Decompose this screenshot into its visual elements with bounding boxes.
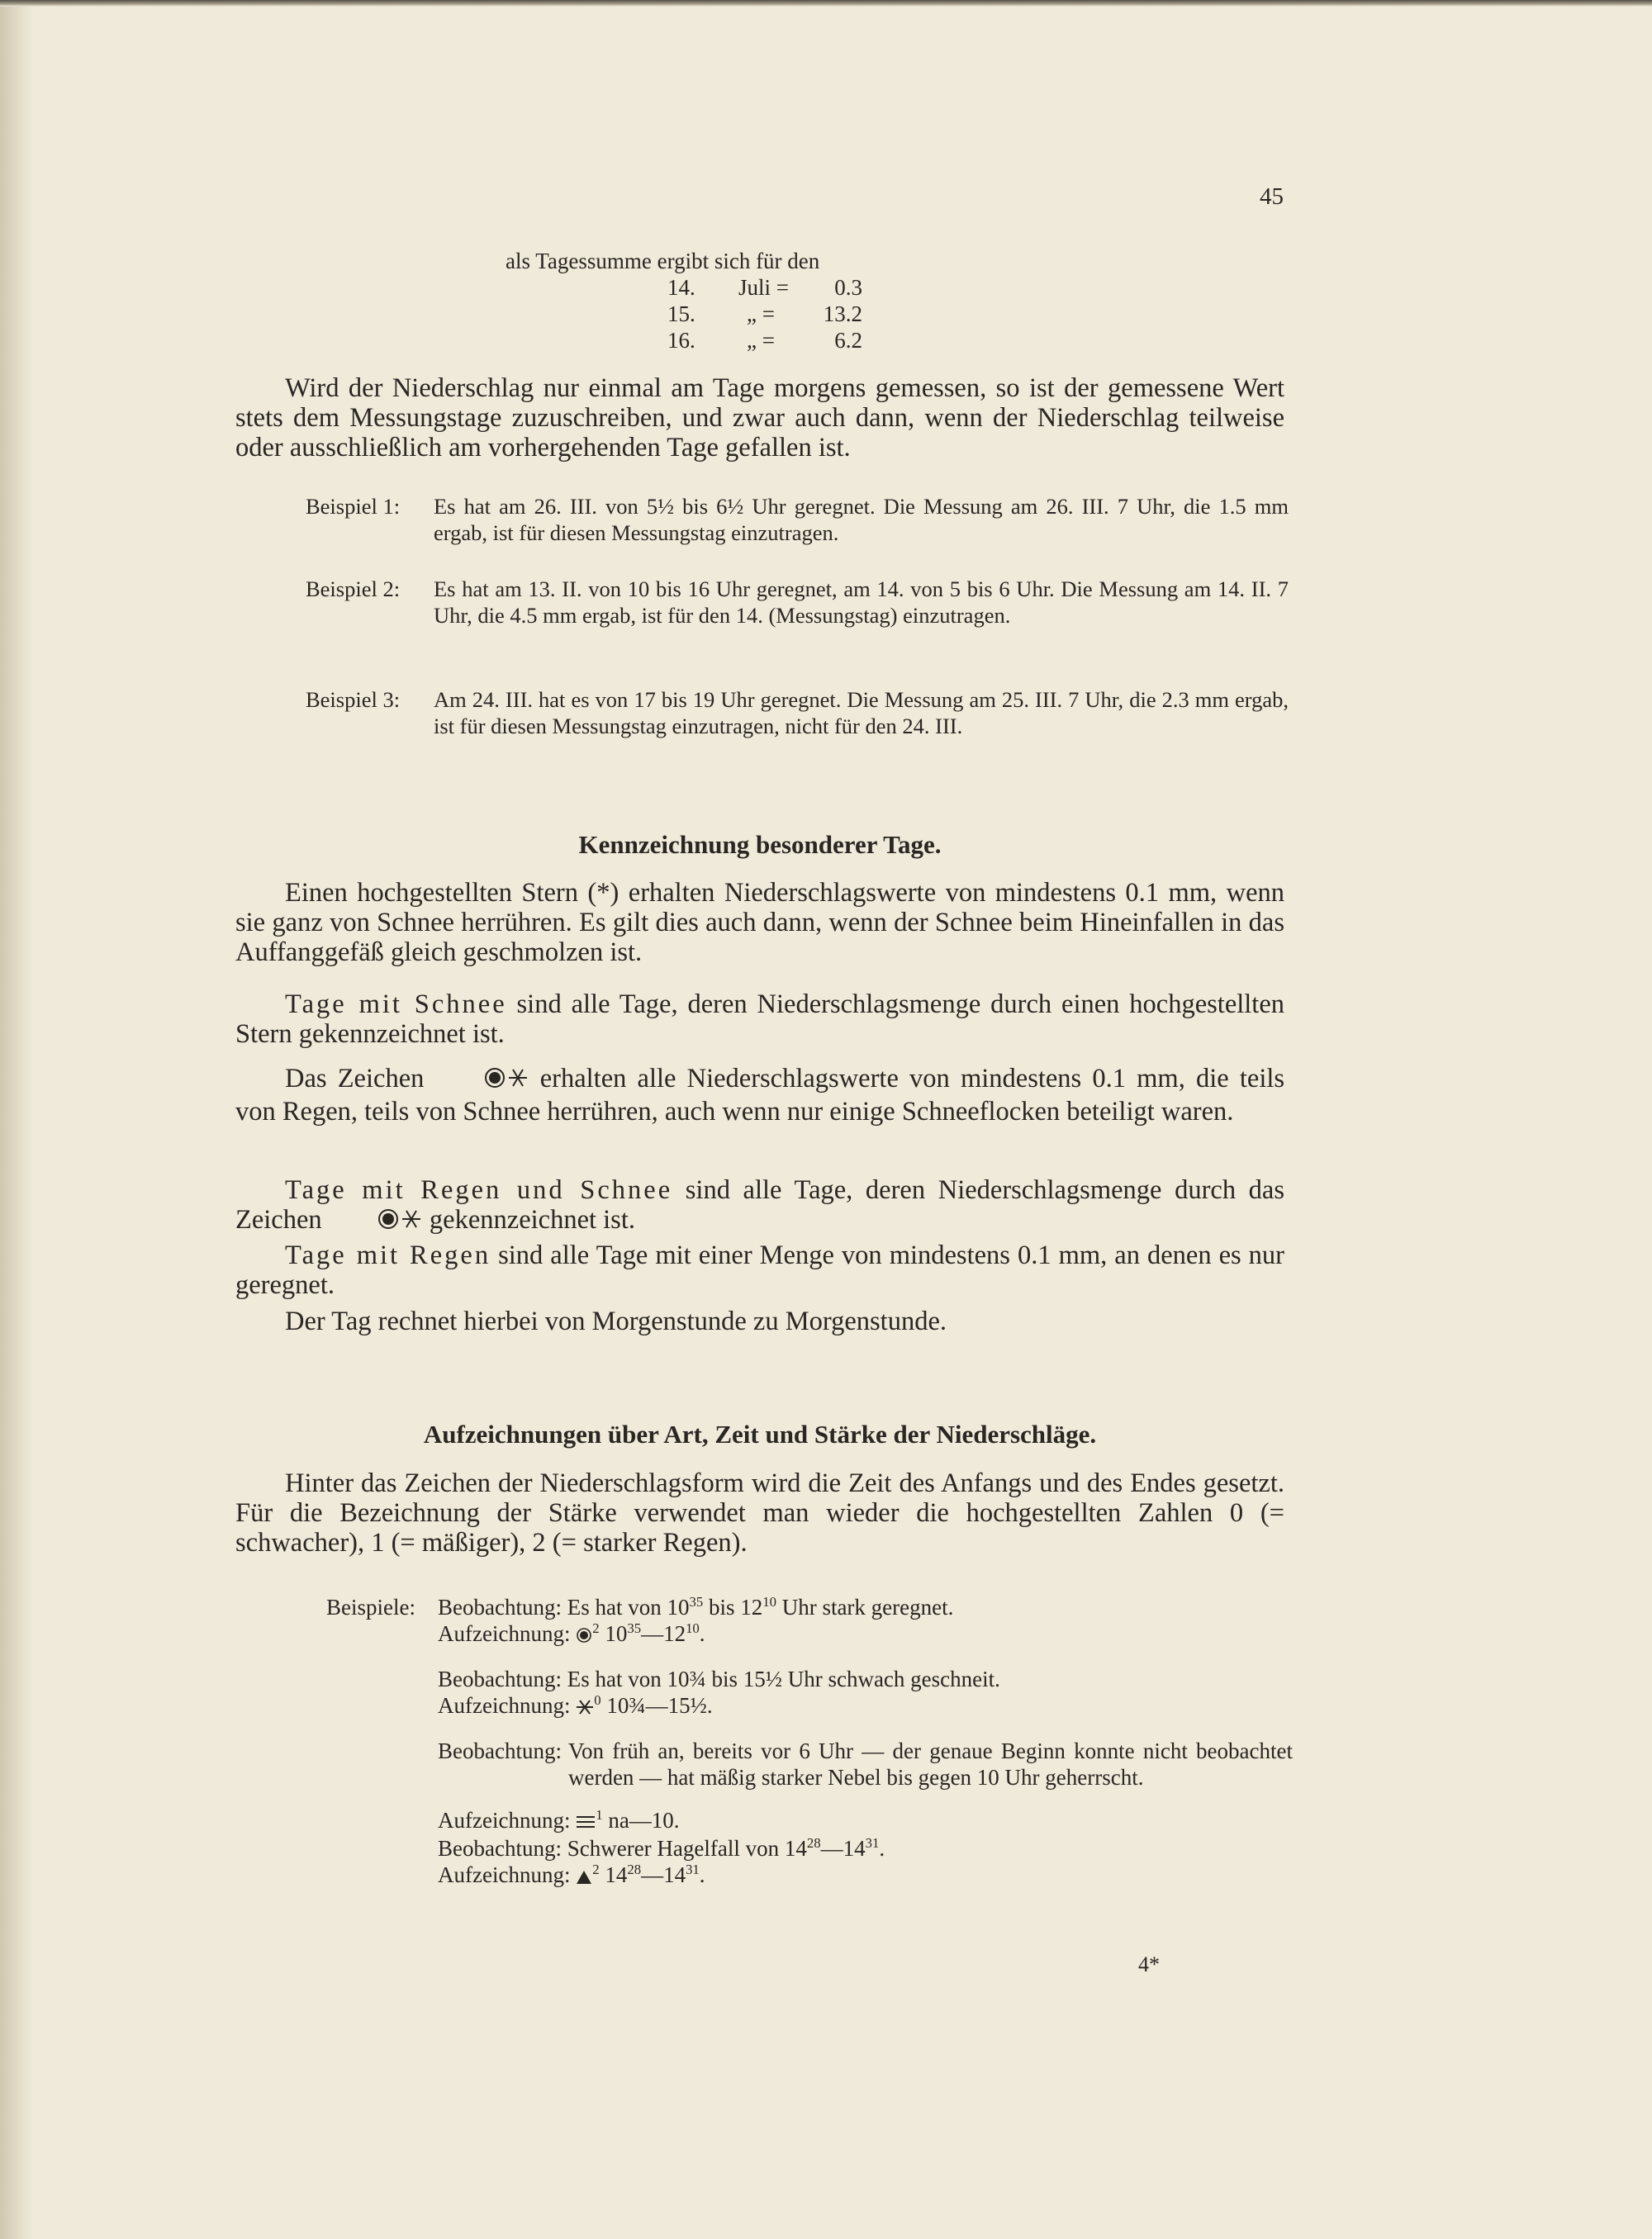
- paragraph-star: Einen hochgestellten Stern (*) erhalten Niederschlagswerte von mindestens 0.1 mm, wenn sie ganz von Schnee herrühren. Es gilt dies auch dann, wenn der Schnee beim Hineinfallen in das Auffanggefäß gleich geschmolzen ist.: [235, 878, 1284, 967]
- term-rain-days: Tage mit Regen: [285, 1240, 491, 1270]
- page-top-edge: [0, 0, 1652, 7]
- example-label: Beispiel 2:: [306, 576, 401, 601]
- observation-4: [438, 1835, 1293, 1862]
- time-sup: 28: [627, 1862, 642, 1878]
- page-gutter: [0, 0, 33, 2239]
- sum-month: Juli =: [738, 275, 789, 300]
- rain-snow-sign-icon: [435, 1065, 529, 1097]
- heading-special-days: Kennzeichnung besonderer Tage.: [578, 830, 942, 859]
- fog-icon: [576, 1809, 596, 1835]
- term-snow-days: Tage mit Schnee: [285, 989, 507, 1019]
- examples-label: Beispiele:: [326, 1595, 415, 1620]
- obs-label: Beobachtung:: [438, 1836, 562, 1862]
- sum-value: 6.2: [834, 328, 862, 353]
- time-sup: 10: [762, 1594, 776, 1610]
- time-sup: 35: [627, 1620, 642, 1636]
- paragraph-morning-measurement: Wird der Niederschlag nur einmal am Tage morgens gemessen, so ist der gemessene Wert stets dem Messungstage zuzuschreiben, und zwar auch dann, wenn der Niederschlag teilweise oder ausschließlich am vorhergehenden Tage gefallen ist.: [235, 373, 1284, 463]
- time-sup: 31: [865, 1835, 880, 1852]
- examples-body: [438, 1594, 1293, 1890]
- sum-row: [667, 301, 862, 327]
- rec-text: na—10.: [608, 1807, 680, 1833]
- page-number: 45: [1260, 183, 1284, 210]
- obs-text: Schwerer Hagelfall von 14: [567, 1836, 807, 1862]
- record-1: [438, 1620, 1293, 1649]
- obs-text: Es hat von 10¾ bis 15½ Uhr schwach geschneit.: [567, 1666, 1000, 1691]
- record-4: [438, 1862, 1293, 1890]
- daily-sum-block: [506, 248, 862, 353]
- record-examples-row: [326, 1594, 1293, 1890]
- obs-text: .: [879, 1836, 885, 1862]
- signature-mark: 4*: [1138, 1952, 1160, 1976]
- intensity-sup: 0: [594, 1691, 601, 1708]
- sum-month: „ =: [747, 301, 775, 326]
- example-label: Beispiel 1:: [306, 494, 401, 519]
- obs-label: Beobachtung:: [438, 1666, 562, 1691]
- example-1: [306, 493, 1289, 546]
- paragraph-rain-days: [235, 1240, 1284, 1300]
- paragraph-rain-snow-days: [235, 1175, 1284, 1238]
- example-text: Es hat am 13. II. von 10 bis 16 Uhr geregnet, am 14. von 5 bis 6 Uhr. Die Messung am 14. II. 7 Uhr, die 4.5 mm ergab, ist für den 14. (Messungstag) einzutragen.: [434, 576, 1289, 628]
- obs-label: Beobachtung:: [438, 1738, 562, 1763]
- time-sup: 10: [686, 1620, 700, 1636]
- paragraph-rain-snow-sign: [235, 1064, 1284, 1127]
- term-rain-snow-days: Tage mit Regen und Schnee: [285, 1175, 673, 1205]
- heading-records: Aufzeichnungen über Art, Zeit und Stärke der Niederschläge.: [423, 1420, 1097, 1449]
- obs-text: bis 12: [708, 1595, 763, 1620]
- rec-text: —12: [641, 1621, 686, 1646]
- record-3: [438, 1807, 1293, 1836]
- rain-dot-icon: [576, 1623, 592, 1649]
- sum-month: „ =: [747, 328, 775, 353]
- rec-text: —14: [641, 1862, 686, 1888]
- rec-label: Aufzeichnung:: [438, 1692, 571, 1718]
- rec-text: 10: [605, 1621, 628, 1646]
- rec-text: .: [699, 1621, 705, 1646]
- observation-3: [438, 1738, 1293, 1791]
- rec-text: .: [699, 1862, 705, 1888]
- obs-text: Uhr stark geregnet.: [781, 1595, 954, 1620]
- rec-label: Aufzeichnung:: [438, 1862, 571, 1888]
- record-examples: [326, 1594, 1293, 1890]
- example-2: [306, 576, 1289, 629]
- obs-label: Beobachtung:: [438, 1595, 562, 1620]
- sum-day: 15.: [667, 301, 695, 326]
- sum-value: 13.2: [823, 301, 862, 326]
- intensity-sup: 2: [592, 1620, 600, 1636]
- hail-triangle-icon: [576, 1864, 592, 1890]
- paragraph-records: Hinter das Zeichen der Niederschlagsform wird die Zeit des Anfangs und des Endes gesetzt. Für die Bezeichnung der Stärke verwendet man wieder die hochgestellten Zahlen 0 (= schwacher), 1 (= mäßiger), 2 (= starker Regen).: [235, 1468, 1284, 1558]
- paragraph-day-definition: Der Tag rechnet hierbei von Morgenstunde zu Morgenstunde.: [285, 1307, 947, 1336]
- example-text: Am 24. III. hat es von 17 bis 19 Uhr geregnet. Die Messung am 25. III. 7 Uhr, die 2.3 mm ergab, ist für diesen Messungstag einzutragen, nicht für den 24. III.: [434, 687, 1289, 738]
- observation-1: [438, 1594, 1293, 1620]
- obs-text: Von früh an, bereits vor 6 Uhr — der genaue Beginn konnte nicht beobachtet werden — hat mäßig starker Nebel bis gegen 10 Uhr geherrscht.: [567, 1738, 1293, 1790]
- time-sup: 31: [686, 1862, 700, 1878]
- rec-text: 14: [605, 1862, 628, 1888]
- sum-day: 14.: [667, 275, 695, 300]
- sign-text-b: erhalten alle Niederschlagswerte von mindestens 0.1 mm, die teils von Regen, teils von Schnee herrühren, auch wenn nur einige Schneeflocken beteiligt waren.: [235, 1064, 1285, 1127]
- obs-text: Es hat von 10: [567, 1595, 690, 1620]
- rec-label: Aufzeichnung:: [438, 1807, 571, 1833]
- rain-snow-text-b: gekennzeichnet ist.: [429, 1205, 635, 1235]
- example-label: Beispiel 3:: [306, 687, 401, 712]
- sum-value: 0.3: [834, 275, 862, 300]
- example-3: [306, 686, 1289, 739]
- record-2: [438, 1692, 1293, 1721]
- obs-text: —14: [820, 1836, 866, 1862]
- sum-day: 16.: [667, 328, 695, 353]
- daily-sum-rows: [667, 274, 862, 353]
- rec-label: Aufzeichnung:: [438, 1621, 571, 1646]
- snow-days-text: sind alle Tage, deren Niederschlagsmenge durch einen hochgestellten Stern gekennzeichnet ist.: [235, 989, 1285, 1049]
- time-sup: 35: [689, 1594, 704, 1610]
- rain-snow-text-a: sind alle Tage, deren Niederschlagsmenge durch das Zeichen: [235, 1175, 1285, 1235]
- paragraph-snow-days: [235, 989, 1284, 1049]
- daily-sum-intro: als Tagessumme ergibt sich für den: [506, 249, 820, 273]
- intensity-sup: 2: [592, 1862, 600, 1878]
- rain-days-text: sind alle Tage mit einer Menge von mindestens 0.1 mm, an denen es nur geregnet.: [235, 1240, 1284, 1300]
- intensity-sup: 1: [596, 1806, 603, 1823]
- rain-snow-sign-icon: [329, 1207, 423, 1238]
- sum-row: [667, 274, 862, 301]
- snow-star-icon: [576, 1695, 594, 1721]
- sign-text-a: Das Zeichen: [285, 1064, 425, 1093]
- example-text: Es hat am 26. III. von 5½ bis 6½ Uhr geregnet. Die Messung am 26. III. 7 Uhr, die 1.5 mm ergab, ist für diesen Messungstag einzutragen.: [434, 494, 1289, 545]
- observation-2: [438, 1666, 1293, 1692]
- rec-text: 10¾—15½.: [606, 1692, 713, 1718]
- sum-row: [667, 327, 862, 353]
- time-sup: 28: [806, 1835, 821, 1852]
